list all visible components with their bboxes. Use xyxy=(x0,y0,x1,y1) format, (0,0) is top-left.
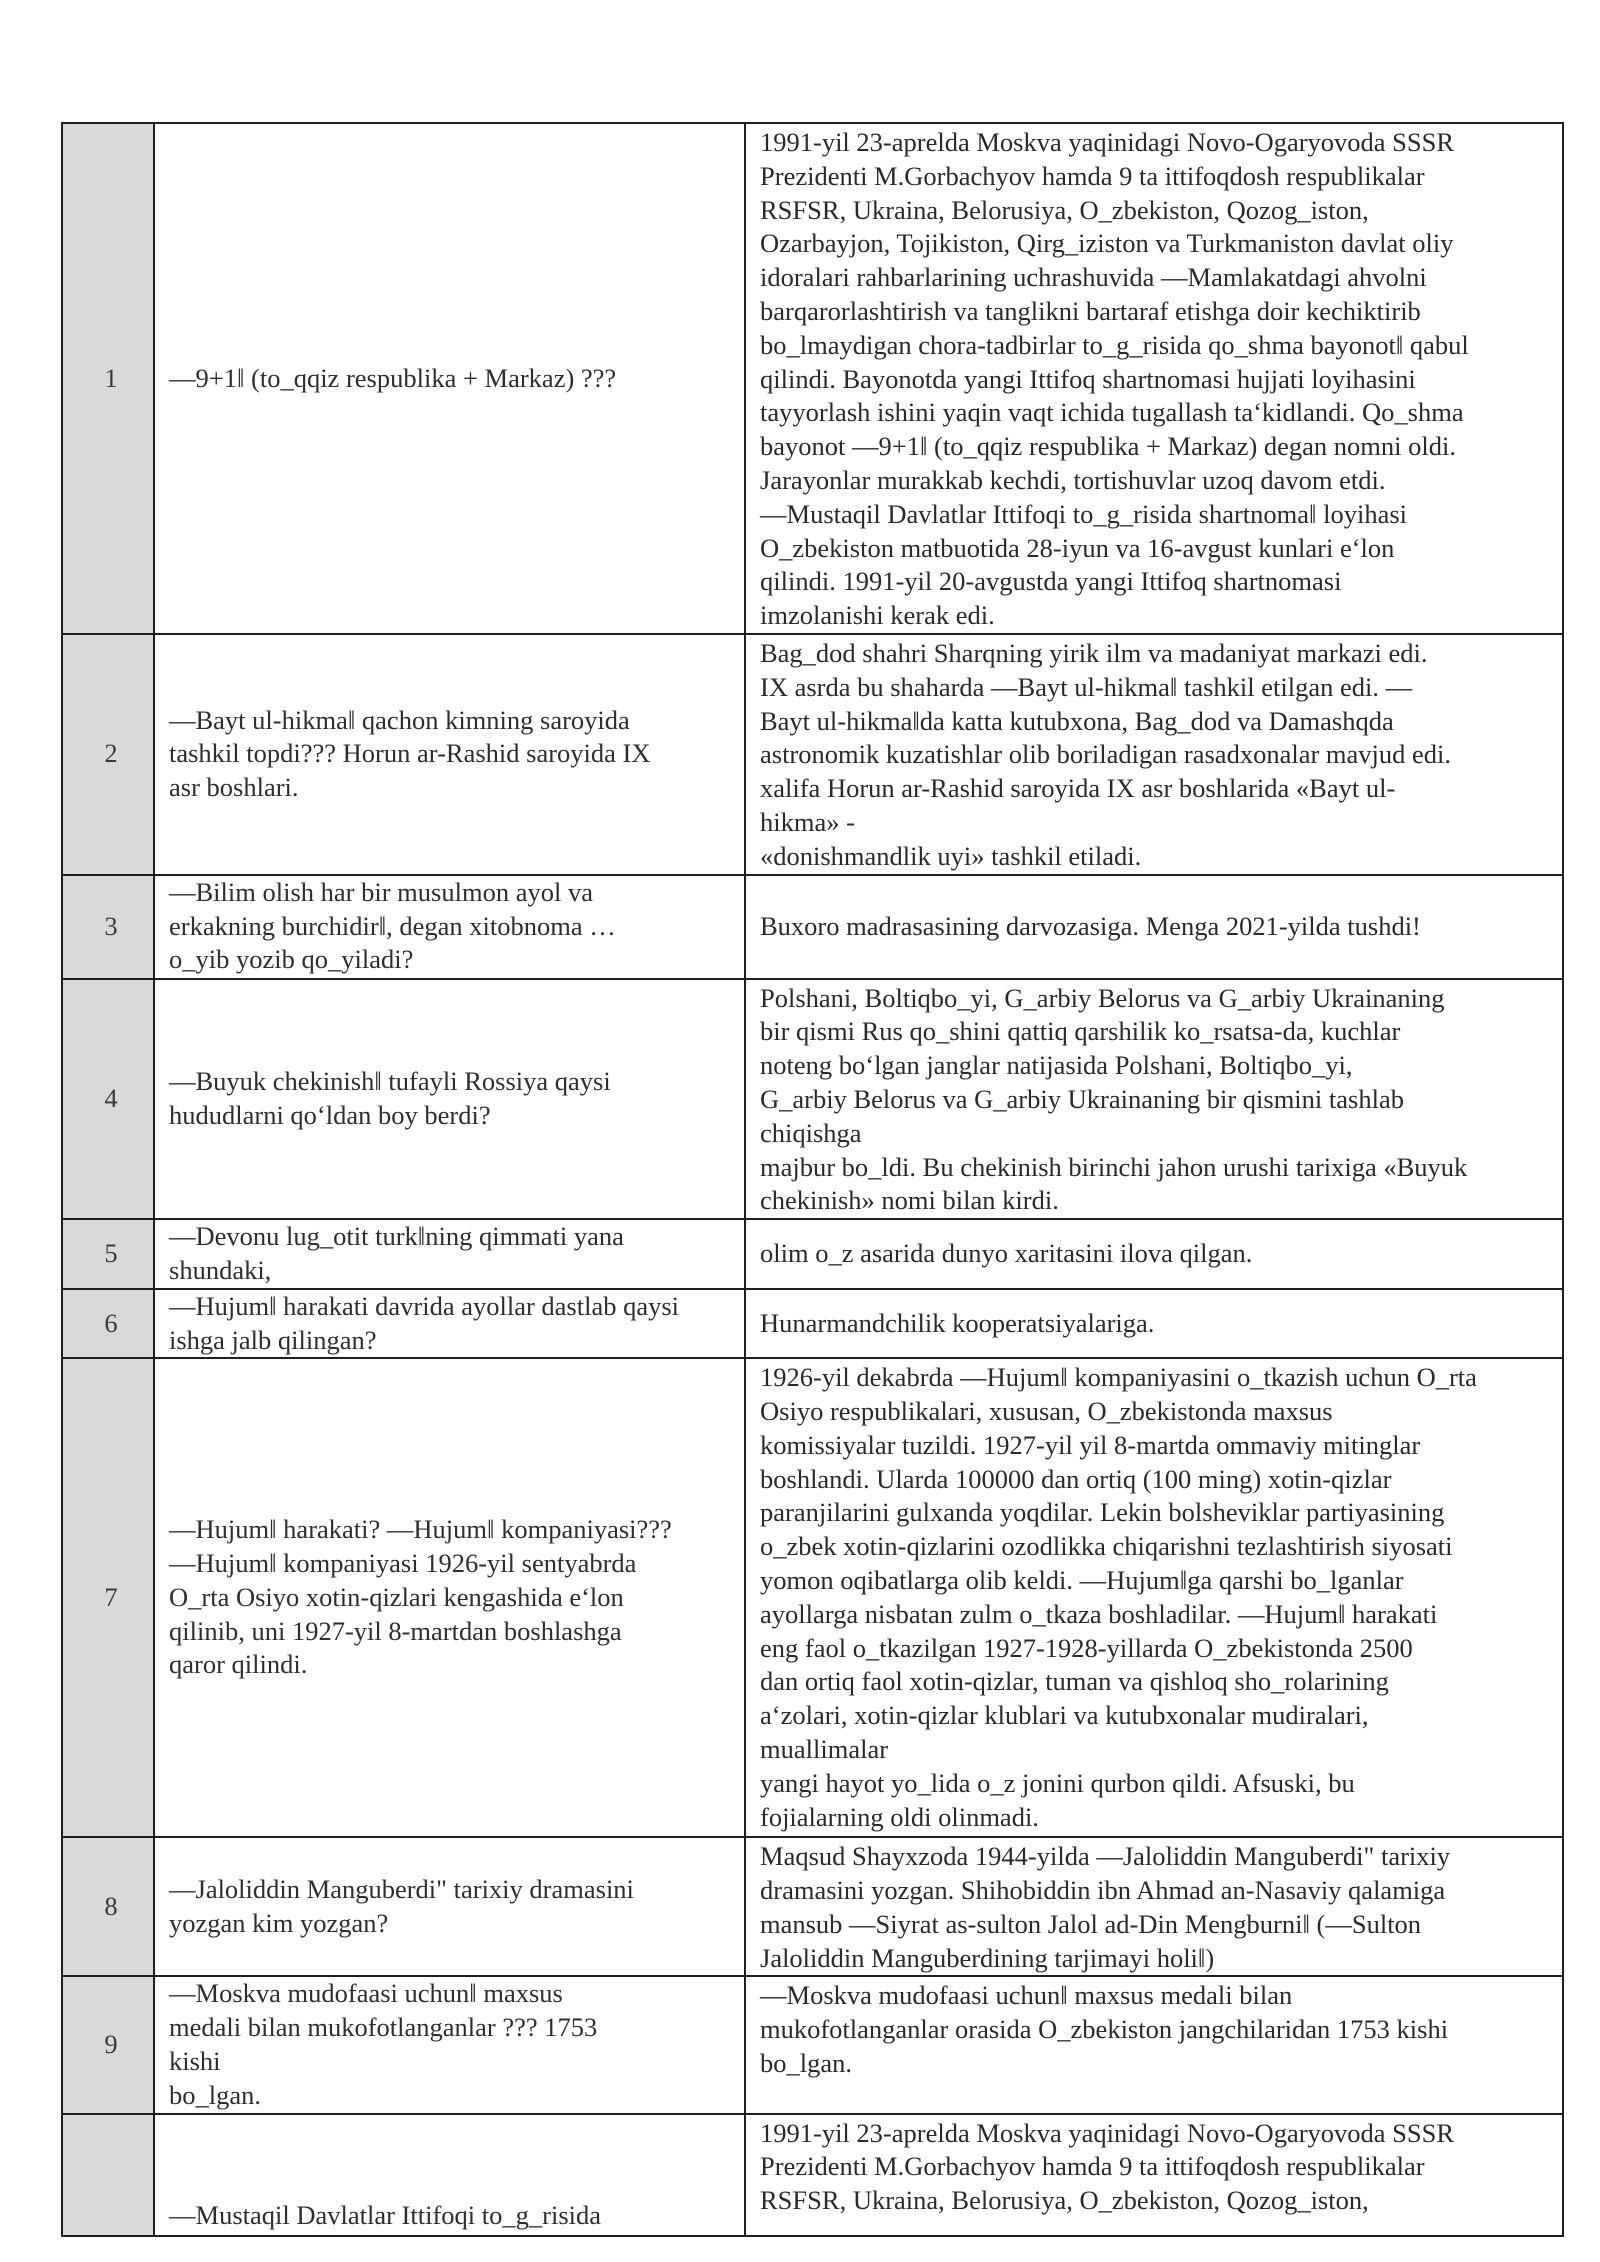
table-row xyxy=(62,2114,1563,2236)
answer-line: 1991-yil 23-aprelda Moskva yaqinidagi Novo-Ogaryovoda SSSR xyxy=(760,127,1455,157)
answer-cell xyxy=(745,1289,1563,1359)
question-cell xyxy=(154,1976,745,2113)
question-line: —Bilim olish har bir musulmon ayol va xyxy=(169,876,593,907)
question-line: hududlarni qo‘ldan boy berdi? xyxy=(169,1099,491,1130)
question-line: —Mustaqil Davlatlar Ittifoqi to_g_risida xyxy=(169,2199,602,2230)
table-row xyxy=(62,1976,1563,2113)
answer-line: Prezidenti M.Gorbachyov hamda 9 ta ittifoqdosh respublikalar xyxy=(760,160,1425,191)
question-cell xyxy=(154,1837,745,1976)
row-number: 5 xyxy=(62,1219,154,1289)
qa-table xyxy=(61,122,1564,2237)
question-cell xyxy=(154,1358,745,1837)
answer-cell xyxy=(745,634,1563,875)
answer-line: RSFSR, Ukraina, Belorusiya, O_zbekiston, Qozog_iston, xyxy=(760,2185,1369,2216)
question-line: medali bilan mukofotlanganlar ??? 1753 xyxy=(169,2012,598,2043)
answer-line: bo_lgan. xyxy=(760,2048,852,2079)
row-number: 4 xyxy=(62,979,154,1220)
answer-line: komissiyalar tuzildi. 1927-yil yil 8-martda ommaviy mitinglar xyxy=(760,1429,1421,1460)
answer-line: astronomik kuzatishlar olib boriladigan rasadxonalar mavjud edi. xyxy=(760,739,1452,770)
question-cell xyxy=(154,979,745,1220)
answer-line: bayonot —9+1‖ (to_qqiz respublika + Markaz) degan nomni oldi. xyxy=(760,431,1457,462)
answer-line: 1991-yil 23-aprelda Moskva yaqinidagi Novo-Ogaryovoda SSSR xyxy=(760,2117,1455,2148)
answer-line: olim o_z asarida dunyo xaritasini ilova qilgan. xyxy=(760,1238,1253,1268)
answer-line: chiqishga xyxy=(760,1117,862,1148)
answer-line: qilindi. 1991-yil 20-avgustda yangi Ittifoq shartnomasi xyxy=(760,566,1342,597)
answer-line: hikma» - xyxy=(760,806,855,837)
answer-cell xyxy=(745,1219,1563,1289)
row-number xyxy=(62,2114,154,2236)
question-cell xyxy=(154,1219,745,1289)
table-row xyxy=(62,875,1563,979)
question-line: —Buyuk chekinish‖ tufayli Rossiya qaysi xyxy=(169,1066,611,1097)
row-number: 3 xyxy=(62,875,154,979)
answer-line: o_zbek xotin-qizlarini ozodlikka chiqarishni tezlashtirish siyosati xyxy=(760,1531,1453,1562)
answer-line: Bag_dod shahri Sharqning yirik ilm va madaniyat markazi edi. xyxy=(760,637,1428,668)
answer-line: IX asrda bu shaharda —Bayt ul-hikma‖ tashkil etilgan edi. — xyxy=(760,671,1413,702)
question-line: ishga jalb qilingan? xyxy=(169,1324,377,1355)
answer-line: bo_lmaydigan chora-tadbirlar to_g_risida qo_shma bayonot‖ qabul xyxy=(760,329,1469,360)
answer-line: imzolanishi kerak edi. xyxy=(760,600,995,631)
question-line: tashkil topdi??? Horun ar-Rashid saroyida IX xyxy=(169,738,651,769)
answer-line: 1926-yil dekabrda —Hujum‖ kompaniyasini o_tkazish uchun O_rta xyxy=(760,1362,1477,1393)
answer-line: Polshani, Boltiqbo_yi, G_arbiy Belorus va G_arbiy Ukrainaning xyxy=(760,982,1445,1013)
table-row xyxy=(62,1358,1563,1837)
answer-line: tayyorlash ishini yaqin vaqt ichida tugallash ta‘kidlandi. Qo_shma xyxy=(760,397,1464,428)
answer-cell xyxy=(745,1358,1563,1837)
question-line: —9+1‖ (to_qqiz respublika + Markaz) ??? xyxy=(169,362,617,393)
answer-line: ayollarga nisbatan zulm o_tkaza boshladilar. —Hujum‖ harakati xyxy=(760,1598,1438,1629)
answer-line: «donishmandlik uyi» tashkil etiladi. xyxy=(760,840,1142,871)
answer-line: muallimalar xyxy=(760,1734,889,1765)
answer-line: dramasini yozgan. Shihobiddin ibn Ahmad an-Nasaviy qalamiga xyxy=(760,1875,1446,1906)
question-line: yozgan kim yozgan? xyxy=(169,1907,389,1938)
answer-cell xyxy=(745,875,1563,979)
answer-line: noteng bo‘lgan janglar natijasida Polshani, Boltiqbo_yi, xyxy=(760,1050,1353,1081)
question-cell xyxy=(154,634,745,875)
answer-line: Ozarbayjon, Tojikiston, Qirg_iziston va Turkmaniston davlat oliy xyxy=(760,228,1454,259)
question-line: asr boshlari. xyxy=(169,772,299,803)
answer-line: xalifa Horun ar-Rashid saroyida IX asr boshlarida «Bayt ul- xyxy=(760,773,1396,804)
answer-line: mansub —Siyrat as-sulton Jalol ad-Din Mengburni‖ (—Sulton xyxy=(760,1908,1422,1939)
answer-line: —Mustaqil Davlatlar Ittifoqi to_g_risida shartnoma‖ loyihasi xyxy=(760,498,1408,529)
answer-line: Jaloliddin Manguberdining tarjimayi holi‖) xyxy=(760,1942,1215,1973)
answer-line: Hunarmandchilik kooperatsiyalariga. xyxy=(760,1307,1155,1338)
question-line: —Devonu lug_otit turk‖ning qimmati yana xyxy=(169,1221,624,1252)
question-line: —Bayt ul-hikma‖ qachon kimning saroyida xyxy=(169,704,630,735)
table-row xyxy=(62,123,1563,634)
table-row xyxy=(62,1289,1563,1359)
answer-line: yangi hayot yo_lida o_z jonini qurbon qildi. Afsuski, bu xyxy=(760,1767,1355,1798)
row-number: 1 xyxy=(62,123,154,634)
answer-line: idoralari rahbarlarining uchrashuvida —Mamlakatdagi ahvolni xyxy=(760,262,1427,293)
answer-line: chekinish» nomi bilan kirdi. xyxy=(760,1185,1059,1216)
answer-line: G_arbiy Belorus va G_arbiy Ukrainaning bir qismini tashlab xyxy=(760,1083,1404,1114)
answer-cell xyxy=(745,123,1563,634)
row-number: 6 xyxy=(62,1289,154,1359)
question-line: o_yib yozib qo_yiladi? xyxy=(169,944,414,975)
answer-line: qilindi. Bayonotda yangi Ittifoq shartnomasi hujjati loyihasini xyxy=(760,363,1416,394)
question-cell xyxy=(154,875,745,979)
question-line: —Hujum‖ kompaniyasi 1926-yil sentyabrda xyxy=(169,1548,637,1579)
question-line: kishi xyxy=(169,2046,221,2077)
question-line: qaror qilindi. xyxy=(169,1649,308,1680)
question-line: bo_lgan. xyxy=(169,2079,261,2110)
answer-line: Prezidenti M.Gorbachyov hamda 9 ta ittifoqdosh respublikalar xyxy=(760,2151,1425,2182)
question-line: qilinib, uni 1927-yil 8-martdan boshlashga xyxy=(169,1615,622,1646)
answer-line: yomon oqibatlarga olib keldi. —Hujum‖ga qarshi bo_lganlar xyxy=(760,1565,1404,1596)
answer-line: Jarayonlar murakkab kechdi, tortishuvlar uzoq davom etdi. xyxy=(760,464,1386,495)
question-line: —Hujum‖ harakati davrida ayollar dastlab qaysi xyxy=(169,1290,680,1321)
table-row xyxy=(62,1219,1563,1289)
row-number: 8 xyxy=(62,1837,154,1976)
answer-line: RSFSR, Ukraina, Belorusiya, O_zbekiston, Qozog_iston, xyxy=(760,194,1369,225)
answer-line: majbur bo_ldi. Bu chekinish birinchi jahon urushi tarixiga «Buyuk xyxy=(760,1151,1468,1182)
answer-line: Bayt ul-hikma‖da katta kutubxona, Bag_dod va Damashqda xyxy=(760,705,1394,736)
answer-line: a‘zolari, xotin-qizlar klublari va kutubxonalar mudiralari, xyxy=(760,1700,1369,1731)
question-cell xyxy=(154,1289,745,1359)
answer-cell xyxy=(745,979,1563,1220)
question-line: —Jaloliddin Manguberdi" tarixiy dramasini xyxy=(169,1874,634,1905)
question-line: —Moskva mudofaasi uchun‖ maxsus xyxy=(169,1978,563,2009)
answer-line: O_zbekiston matbuotida 28-iyun va 16-avgust kunlari e‘lon xyxy=(760,532,1395,563)
answer-cell xyxy=(745,1837,1563,1976)
answer-line: bir qismi Rus qo_shini qattiq qarshilik ko_rsatsa-da, kuchlar xyxy=(760,1016,1401,1047)
answer-line: paranjilarini gulxanda yoqdilar. Lekin bolsheviklar partiyasining xyxy=(760,1497,1445,1528)
table-row xyxy=(62,634,1563,875)
question-line: —Hujum‖ harakati? —Hujum‖ kompaniyasi??? xyxy=(169,1514,672,1545)
answer-line: mukofotlanganlar orasida O_zbekiston jangchilaridan 1753 kishi xyxy=(760,2014,1449,2045)
answer-cell xyxy=(745,2114,1563,2236)
question-line: O_rta Osiyo xotin-qizlari kengashida e‘lon xyxy=(169,1581,624,1612)
table-row xyxy=(62,979,1563,1220)
question-line: shundaki, xyxy=(169,1254,272,1285)
question-line: erkakning burchidir‖, degan xitobnoma … xyxy=(169,910,616,941)
answer-line: boshlandi. Ularda 100000 dan ortiq (100 ming) xotin-qizlar xyxy=(760,1463,1392,1494)
answer-line: Osiyo respublikalari, xususan, O_zbekistonda maxsus xyxy=(760,1396,1333,1427)
question-cell xyxy=(154,123,745,634)
question-cell xyxy=(154,2114,745,2236)
answer-line: Maqsud Shayxzoda 1944-yilda —Jaloliddin Manguberdi" tarixiy xyxy=(760,1841,1451,1872)
row-number: 7 xyxy=(62,1358,154,1837)
answer-line: barqarorlashtirish va tanglikni bartaraf etishga doir kechiktirib xyxy=(760,295,1421,326)
row-number: 9 xyxy=(62,1976,154,2113)
answer-line: Buxoro madrasasining darvozasiga. Menga 2021-yilda tushdi! xyxy=(760,910,1421,941)
qa-table-body xyxy=(62,123,1563,2236)
answer-cell xyxy=(745,1976,1563,2113)
row-number: 2 xyxy=(62,634,154,875)
answer-line: —Moskva mudofaasi uchun‖ maxsus medali bilan xyxy=(760,1980,1293,2011)
table-row xyxy=(62,1837,1563,1976)
answer-line: fojialarning oldi olinmadi. xyxy=(760,1801,1039,1832)
answer-line: eng faol o_tkazilgan 1927-1928-yillarda O_zbekistonda 2500 xyxy=(760,1632,1413,1663)
answer-line: dan ortiq faol xotin-qizlar, tuman va qishloq sho_rolarining xyxy=(760,1666,1389,1697)
